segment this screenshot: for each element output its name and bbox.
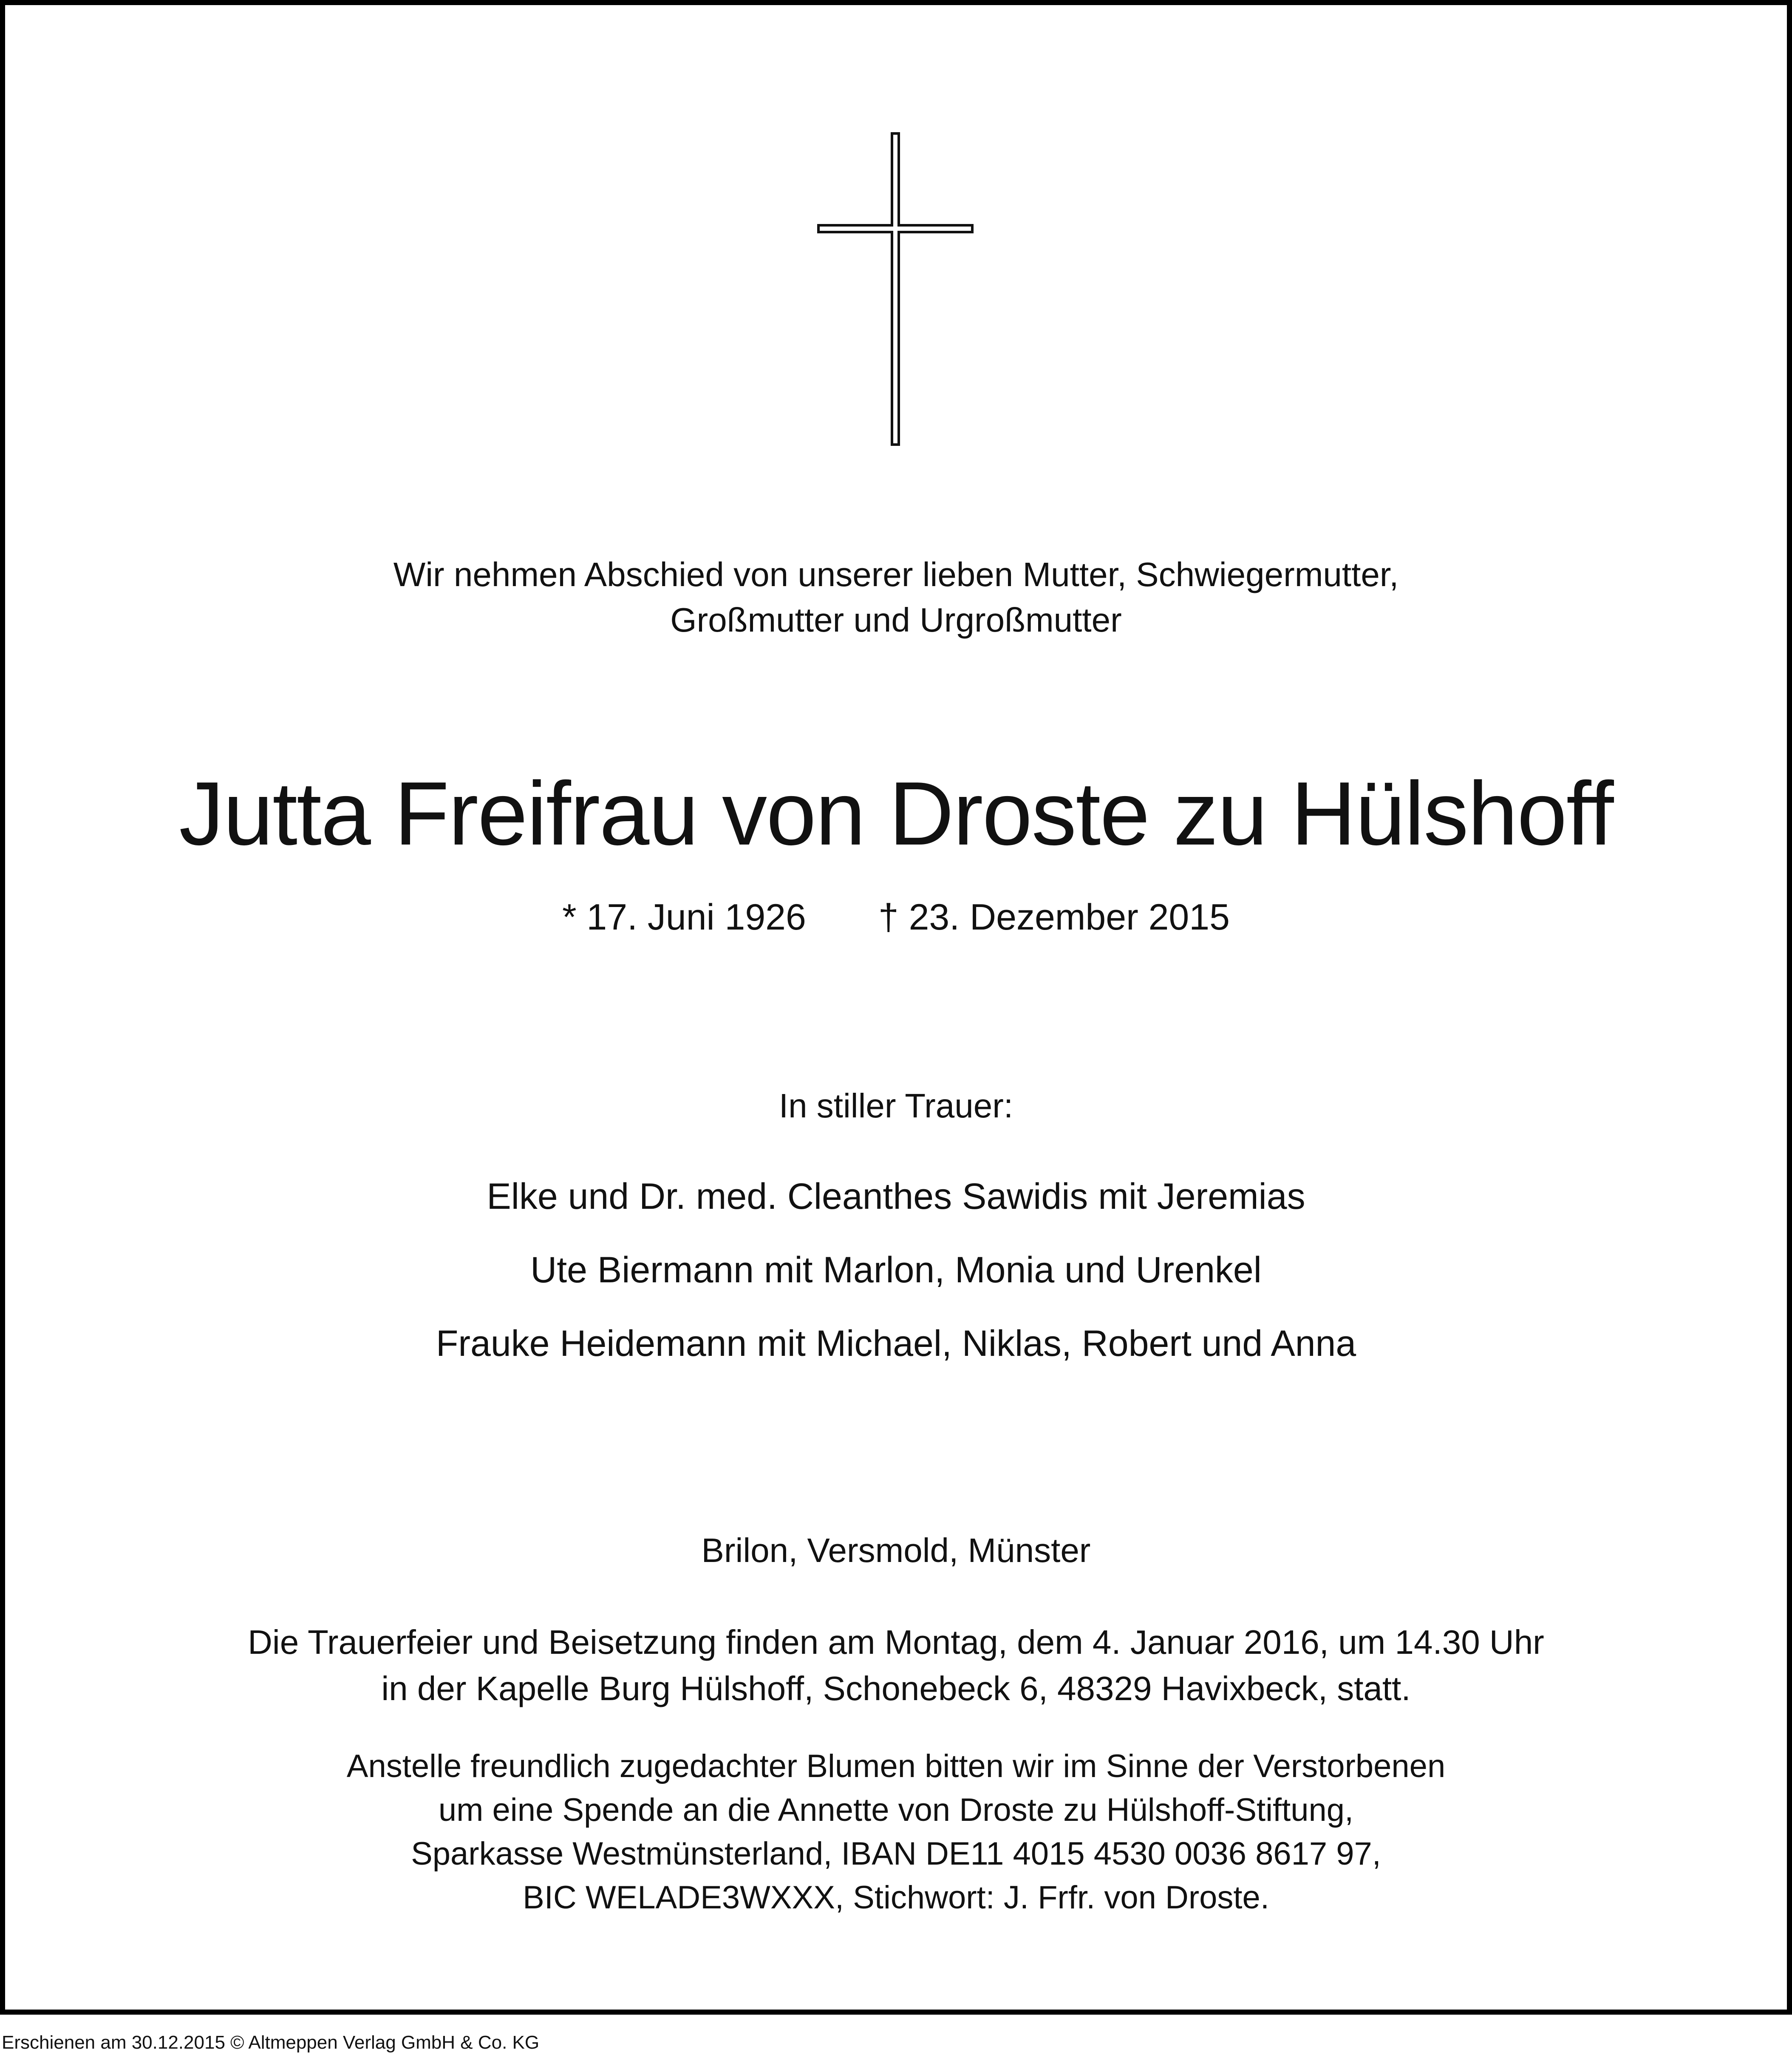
life-dates: [0, 897, 1792, 938]
service-line-1: Die Trauerfeier und Beisetzung finden am Montag, dem 4. Januar 2016, um 14.30 Uhr: [248, 1623, 1544, 1661]
donation-line-4: BIC WELADE3WXXX, Stichwort: J. Frfr. von Droste.: [523, 1879, 1269, 1916]
cross-icon: [815, 132, 977, 446]
service-line-2: in der Kapelle Burg Hülshoff, Schonebeck 6, 48329 Havixbeck, statt.: [381, 1670, 1411, 1707]
intro-line-2: Großmutter und Urgroßmutter: [670, 601, 1122, 639]
death-date: † 23. Dezember 2015: [878, 897, 1230, 938]
donation-line-3: Sparkasse Westmünsterland, IBAN DE11 4015 4530 0036 8617 97,: [411, 1836, 1381, 1872]
mourning-heading: In stiller Trauer:: [779, 1087, 1013, 1125]
birth-date: * 17. Juni 1926: [562, 897, 806, 938]
intro-line-1: Wir nehmen Abschied von unserer lieben Mutter, Schwiegermutter,: [393, 556, 1399, 593]
deceased-name: Jutta Freifrau von Droste zu Hülshoff: [179, 763, 1613, 864]
mourner-line: Ute Biermann mit Marlon, Monia und Urenkel: [530, 1250, 1262, 1290]
donation-line-2: um eine Spende an die Annette von Droste zu Hülshoff-Stiftung,: [438, 1792, 1354, 1828]
publication-footer: Erschienen am 30.12.2015 © Altmeppen Verlag GmbH & Co. KG: [2, 2032, 540, 2053]
donation-line-1: Anstelle freundlich zugedachter Blumen bitten wir im Sinne der Verstorbenen: [346, 1748, 1446, 1784]
mourner-line: Elke und Dr. med. Cleanthes Sawidis mit Jeremias: [487, 1176, 1305, 1217]
mourner-line: Frauke Heidemann mit Michael, Niklas, Robert und Anna: [436, 1323, 1356, 1364]
places: Brilon, Versmold, Münster: [701, 1531, 1091, 1569]
